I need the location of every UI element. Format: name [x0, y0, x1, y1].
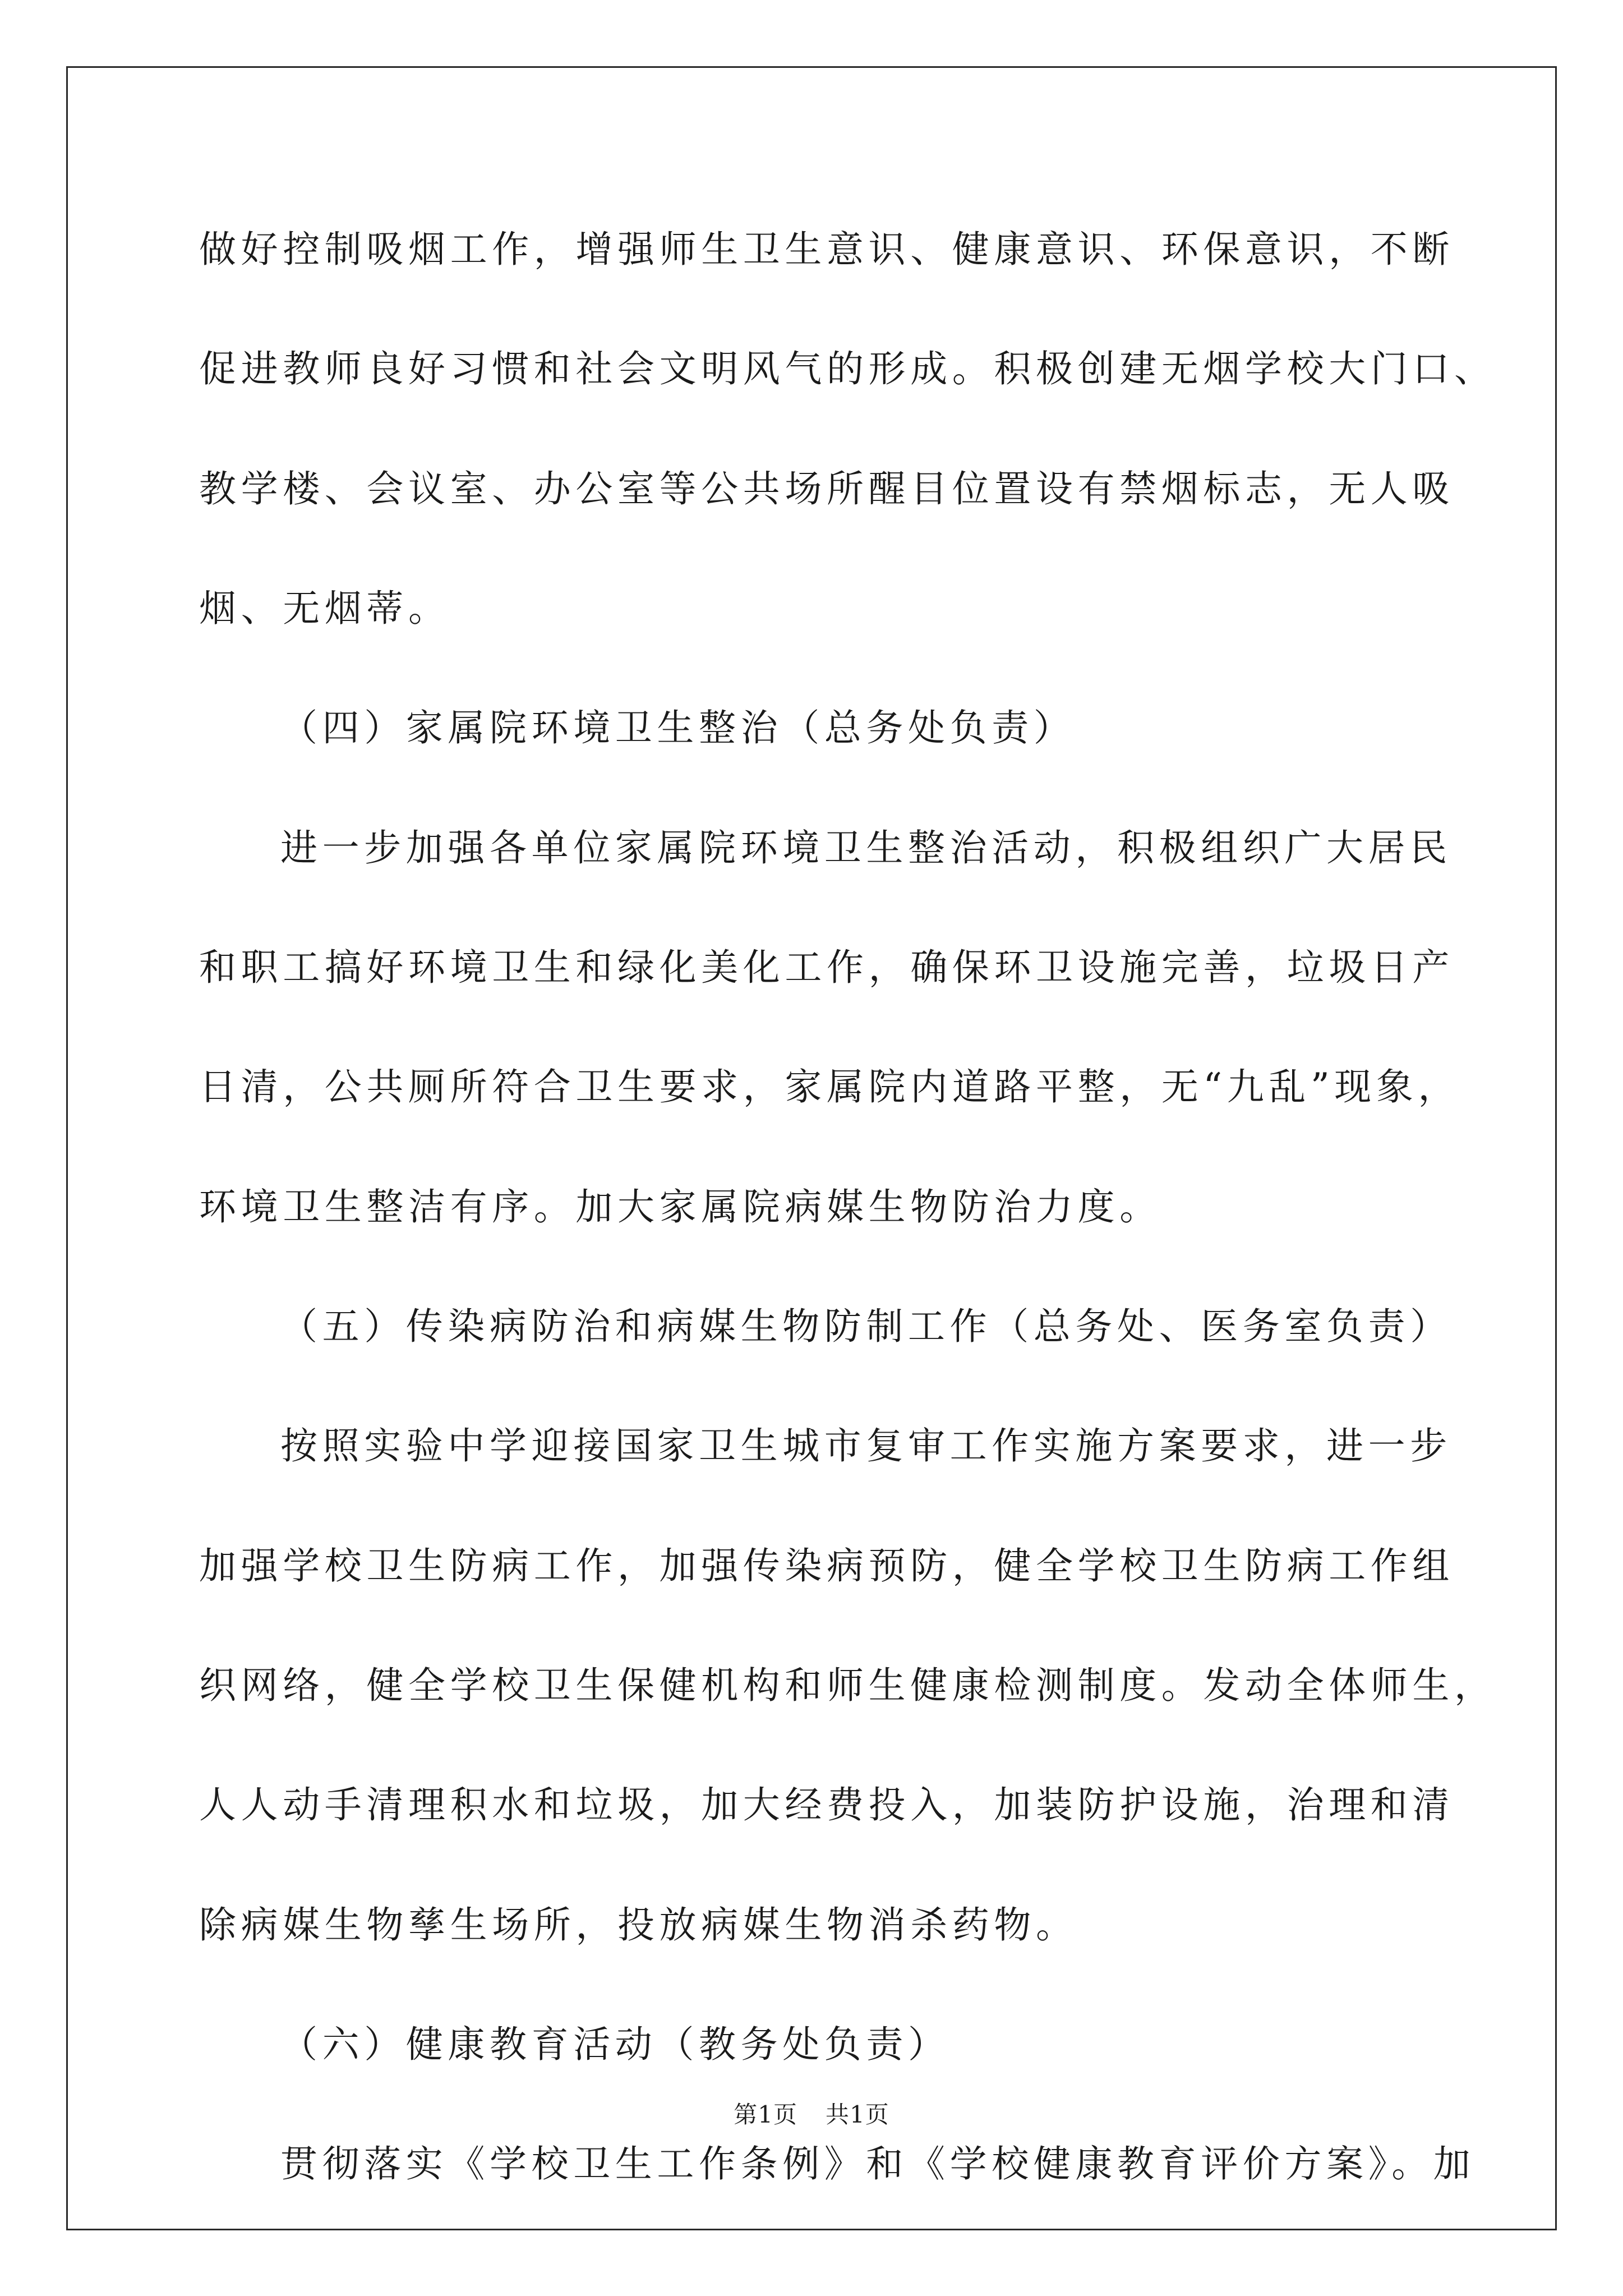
- body-line: 教学楼、会议室、办公室等公共场所醒目位置设有禁烟标志，无人吸: [199, 467, 1454, 510]
- section-heading: （四）家属院环境卫生整治（总务处负责）: [280, 706, 1076, 749]
- body-line: 按照实验中学迎接国家卫生城市复审工作实施方案要求，进一步: [280, 1424, 1452, 1467]
- page-total: 共1页: [826, 2101, 889, 2128]
- body-line: 促进教师良好习惯和社会文明风气的形成。积极创建无烟学校大门口、: [199, 347, 1496, 390]
- body-line: 人人动手清理积水和垃圾，加大经费投入，加装防护设施，治理和清: [199, 1783, 1454, 1826]
- body-line: 做好控制吸烟工作，增强师生卫生意识、健康意识、环保意识，不断: [199, 228, 1454, 271]
- body-line: 贯彻落实《学校卫生工作条例》和《学校健康教育评价方案》。加: [280, 2142, 1476, 2185]
- page-number: 第1页: [734, 2101, 797, 2128]
- section-heading: （五）传染病防治和病媒生物防制工作（总务处、医务室负责）: [280, 1305, 1452, 1348]
- body-line: 进一步加强各单位家属院环境卫生整治活动，积极组织广大居民: [280, 826, 1452, 869]
- body-line: 环境卫生整洁有序。加大家属院病媒生物防治力度。: [199, 1185, 1161, 1228]
- body-line: 除病媒生物孳生场所，投放病媒生物消杀药物。: [199, 1903, 1078, 1947]
- page-footer: [0, 2101, 1623, 2129]
- section-heading: （六）健康教育活动（教务处负责）: [280, 2023, 950, 2066]
- body-line: 烟、无烟蒂。: [199, 587, 450, 630]
- body-line: 日清，公共厕所符合卫生要求，家属院内道路平整，无“九乱”现象，: [199, 1065, 1460, 1108]
- body-line: 加强学校卫生防病工作，加强传染病预防，健全学校卫生防病工作组: [199, 1544, 1454, 1588]
- body-line: 和职工搞好环境卫生和绿化美化工作，确保环卫设施完善，垃圾日产: [199, 946, 1454, 989]
- body-line: 织网络，健全学校卫生保健机构和师生健康检测制度。发动全体师生，: [199, 1664, 1496, 1707]
